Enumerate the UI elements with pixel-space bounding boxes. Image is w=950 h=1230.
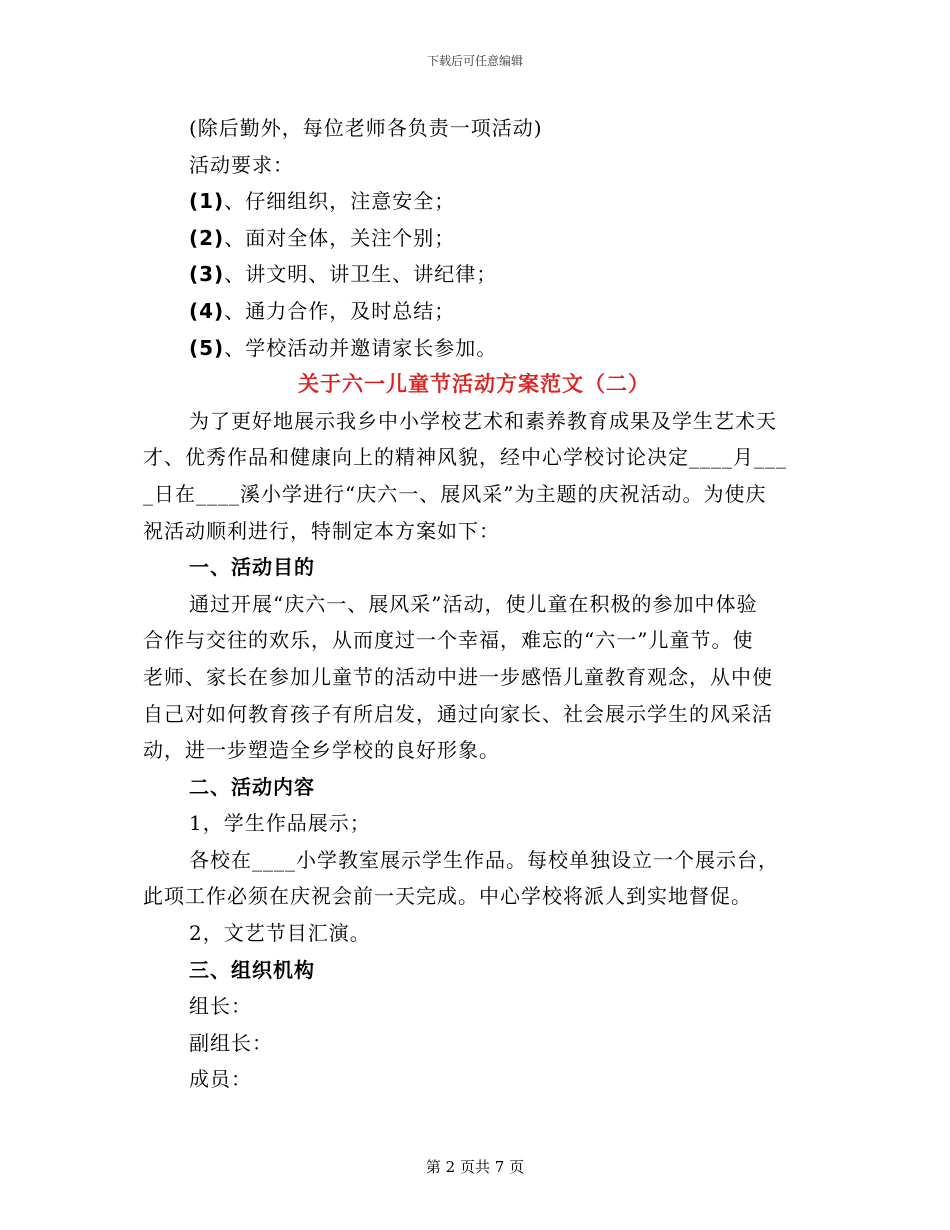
- requirement-text: 、学校活动并邀请家长参加。: [224, 335, 498, 360]
- requirement-number: (2): [189, 225, 225, 250]
- heading-purpose: 一、活动目的: [189, 555, 315, 580]
- document-body: [143, 110, 805, 1098]
- requirement-item: [143, 293, 805, 330]
- purpose-line: 自己对如何教育孩子有所启发，通过向家长、社会展示学生的风采活: [143, 701, 773, 726]
- requirement-text: 、讲文明、讲卫生、讲纪律；: [224, 262, 498, 287]
- content-item-1-detail: 各校在____小学教室展示学生作品。每校单独设立一个展示台，: [189, 847, 779, 872]
- org-members: 成员：: [189, 1067, 252, 1092]
- requirement-item: [143, 220, 805, 257]
- requirement-text: 、通力合作，及时总结；: [224, 298, 456, 323]
- page-header: 下载后可任意编辑: [426, 54, 523, 68]
- heading-organization: 三、组织机构: [189, 957, 315, 982]
- requirement-number: (4): [189, 298, 225, 323]
- requirements-label: 活动要求：: [189, 152, 294, 177]
- requirement-item: [143, 330, 805, 367]
- purpose-line: 老师、家长在参加儿童节的活动中进一步感悟儿童教育观念，从中使: [143, 664, 773, 689]
- purpose-line: 动，进一步塑造全乡学校的良好形象。: [143, 738, 500, 763]
- content-item-1-detail: 此项工作必须在庆祝会前一天完成。中心学校将派人到实地督促。: [143, 884, 752, 909]
- intro-line: 才、优秀作品和健康向上的精神风貌，经中心学校讨论决定____月___: [143, 445, 787, 470]
- section-title: 关于六一儿童节活动方案范文（二）: [298, 371, 650, 397]
- intro-line: 为了更好地展示我乡中小学校艺术和素养教育成果及学生艺术天: [189, 408, 777, 433]
- intro-line: 祝活动顺利进行，特制定本方案如下：: [143, 518, 500, 543]
- page-footer: 第 2 页共 7 页: [425, 1158, 525, 1176]
- requirement-number: (1): [189, 189, 225, 214]
- content-item-2: 2，文艺节目汇演。: [189, 921, 371, 946]
- org-leader: 组长：: [189, 994, 252, 1019]
- purpose-line: 通过开展“庆六一、展风采”活动，使儿童在积极的参加中体验: [189, 591, 758, 616]
- requirement-number: (3): [189, 262, 225, 287]
- requirement-item: [143, 256, 805, 293]
- org-deputy: 副组长：: [189, 1030, 273, 1055]
- purpose-line: 合作与交往的欢乐，从而度过一个幸福，难忘的“六一”儿童节。使: [143, 628, 754, 653]
- note-line: (除后勤外，每位老师各负责一项活动): [189, 116, 543, 140]
- requirement-number: (5): [189, 335, 225, 360]
- heading-content: 二、活动内容: [189, 774, 315, 799]
- intro-line: _日在____溪小学进行“庆六一、展风采”为主题的庆祝活动。为使庆: [143, 481, 767, 506]
- requirement-text: 、面对全体，关注个别；: [224, 225, 456, 250]
- requirement-text: 、仔细组织，注意安全；: [224, 189, 456, 214]
- content-item-1: 1，学生作品展示；: [189, 811, 371, 836]
- requirement-item: [143, 183, 805, 220]
